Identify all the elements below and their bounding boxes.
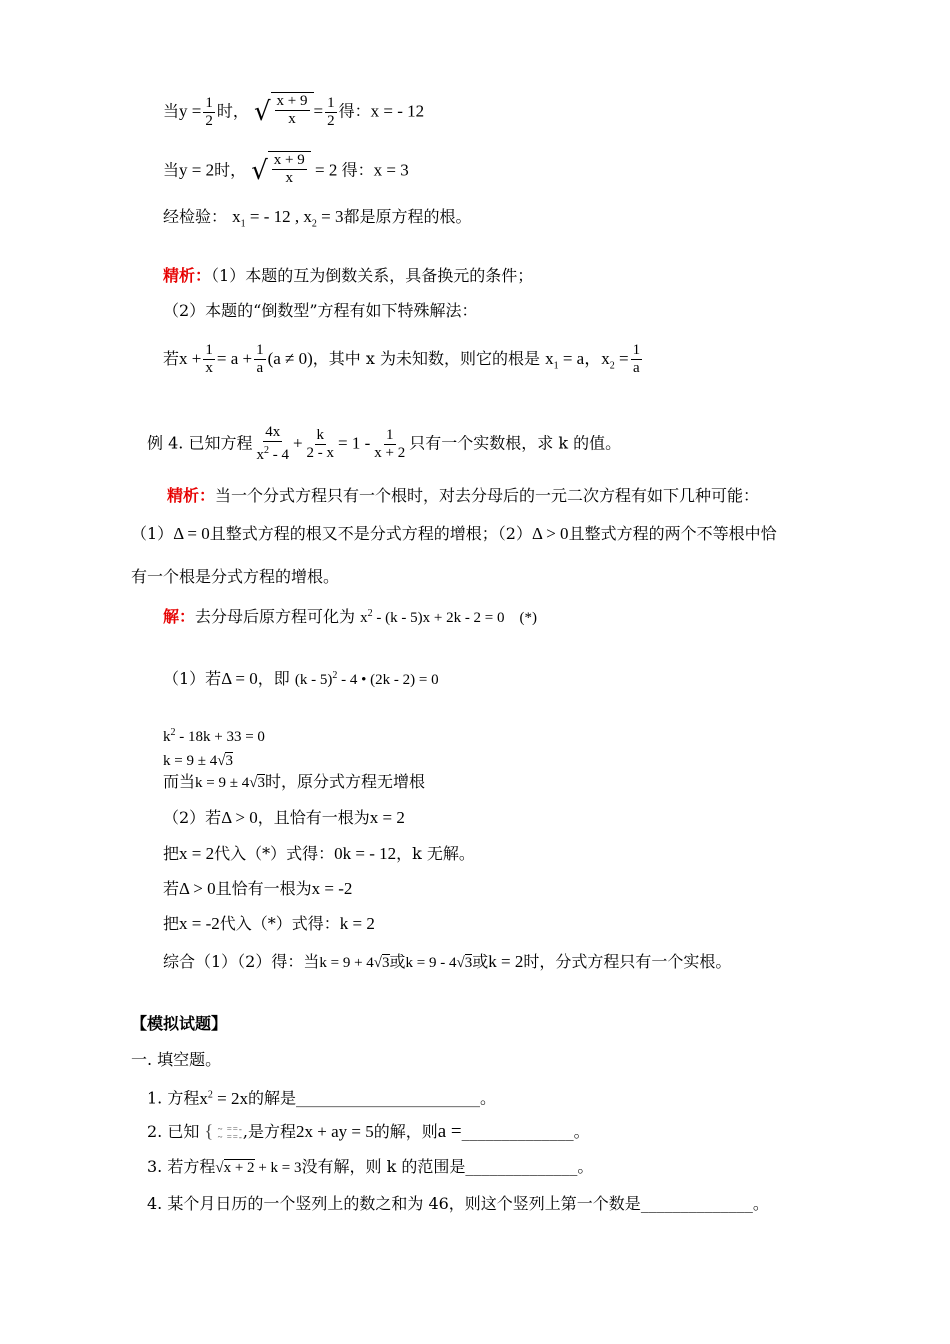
- substitution-2-line: 把x = -2代入（*）式得：k = 2: [163, 914, 375, 933]
- case-y-half-line: 当y = $\frac{1}{2}$ 时， √ $\frac{x + 9}{x}$ = $\frac{1}{2}$ 得：x = - 12: [163, 92, 424, 132]
- final-conclusion: 综合（1）（2）得：当k = 9 + 4√3或k = 9 - 4√3或k = 2时，分式方程只有一个实根。: [163, 952, 732, 971]
- text: 只有一个实数根，求 k 的值。: [409, 433, 622, 453]
- text: 4. 某个月日历的一个竖列上的数之和为 46，则这个竖列上第一个数是: [147, 1194, 641, 1213]
- text: 。: [577, 1157, 594, 1176]
- question-2: 2. 已知 { ~ ==- ~ ==- ,是方程2x + ay = 5的解，则a =______________。: [147, 1121, 590, 1142]
- analysis-line-2: [163, 301, 478, 321]
- text: 1. 方程: [147, 1088, 200, 1108]
- section-heading: 【模拟试题】: [131, 1014, 228, 1033]
- text: ，其中 x 为未知数，则它的根是: [312, 349, 540, 368]
- text: 若: [163, 349, 180, 368]
- text: 去分母后原方程可化为: [195, 607, 356, 626]
- text: 时，: [216, 101, 249, 121]
- analysis-line-1: [163, 266, 533, 286]
- answer-blank[interactable]: _______________________: [295, 1088, 480, 1108]
- text: 把: [163, 914, 180, 933]
- text: 当: [163, 160, 180, 180]
- example4-analysis-2: （1）Δ = 0且整式方程的根又不是分式方程的增根；（2）Δ > 0且整式方程的两个不等根中恰: [131, 524, 777, 543]
- analysis-tag: 精析：: [163, 266, 212, 285]
- question-1: 1. 方程$x^2 = 2x$的解是_______________________。: [147, 1088, 496, 1108]
- question-4: [147, 1194, 769, 1214]
- text: 代入（*）式得：: [214, 844, 335, 863]
- text: 代入（*）式得：: [219, 914, 340, 933]
- text: （1）若: [163, 669, 222, 688]
- result: x = - 12: [370, 101, 425, 121]
- text: 。: [573, 1122, 590, 1141]
- text: 时，: [214, 160, 247, 180]
- k-value-line: k = 9 ± 4√3: [163, 753, 233, 769]
- text: 得：: [341, 160, 374, 180]
- text: 例 4. 已知方程: [147, 433, 253, 453]
- text: （1）本题的互为倒数关系，具备换元的条件；: [211, 266, 534, 285]
- answer-blank[interactable]: ______________: [465, 1157, 578, 1176]
- text: 3. 若方程: [147, 1157, 216, 1176]
- text: 是方程: [247, 1122, 296, 1141]
- subsection-heading: 一. 填空题。: [131, 1050, 222, 1069]
- answer-blank[interactable]: ______________: [461, 1122, 574, 1141]
- text: 当: [163, 101, 180, 121]
- reciprocal-rule-line: 若x + $\frac{1}{x}$ = a + $\frac{1}{a}$ (a ≠ 0)，其中 x 为未知数，则它的根是 $x_1 = a$，$x_2$ = $\frac{1}{a}$: [163, 342, 641, 376]
- case2-line: （2）若Δ > 0，且恰有一根为x = 2: [163, 808, 405, 827]
- case3-line: 若Δ > 0且恰有一根为x = -2: [163, 879, 353, 898]
- text: 。: [479, 1088, 496, 1108]
- text: 且恰有一根为: [215, 879, 312, 898]
- text: 得：: [338, 101, 371, 121]
- fraction: $\frac{1}{2}$: [205, 94, 213, 129]
- case1-conclusion: 而当k = 9 ± 4√3时，原分式方程无增根: [163, 772, 425, 791]
- text: 综合（1）（2）得：当: [163, 952, 320, 971]
- text: （1）: [131, 524, 174, 543]
- text: ，且恰有一根为: [257, 808, 370, 827]
- text: 时，分式方程只有一个实根。: [523, 952, 732, 971]
- text: 都是原方程的根。: [343, 207, 472, 226]
- result: x = 3: [373, 160, 409, 180]
- text: 当一个分式方程只有一个根时，对去分母后的一元二次方程有如下几种可能：: [215, 486, 760, 505]
- text: 且整式方程的根又不是分式方程的增根；（2）: [209, 524, 532, 543]
- text: （2）若: [163, 808, 222, 827]
- solution-tag: 解：: [163, 607, 196, 626]
- text: 。: [752, 1194, 769, 1213]
- text: 2. 已知: [147, 1122, 200, 1141]
- system-brace: { ~ ==- ~ ==-: [204, 1121, 243, 1142]
- solution-line: 解：去分母后原方程可化为 $x^2 - (k - 5)x + 2k - 2 = 0$ (*): [163, 607, 538, 626]
- text: 把: [163, 844, 180, 863]
- answer-blank[interactable]: ______________: [640, 1194, 753, 1213]
- text: 时，原分式方程无增根: [264, 772, 425, 791]
- analysis-tag: 精析：: [167, 486, 216, 505]
- sqrt-formula: √ $\frac{x + 9}{x}$: [251, 151, 311, 191]
- text: 或: [389, 952, 406, 971]
- question-3: 3. 若方程√x + 2 + k = 3没有解，则 k 的范围是______________。: [147, 1157, 594, 1176]
- case1-line: （1）若Δ = 0，即 (k - 5)$^2$ - 4 • (2k - 2) = 0: [163, 669, 439, 688]
- sqrt-formula: √ $\frac{x + 9}{x}$: [254, 92, 314, 132]
- text: 且整式方程的两个不等根中恰: [568, 524, 777, 543]
- text: 若: [163, 879, 180, 898]
- text: 而当: [163, 772, 196, 791]
- substitution-1-line: 把x = 2代入（*）式得：0k = - 12，k 无解。: [163, 844, 475, 863]
- text: ，即: [257, 669, 290, 688]
- text: 经检验：: [163, 207, 228, 226]
- text: （2）本题的“倒数型”方程有如下特殊解法：: [163, 301, 478, 320]
- case-y-two-line: 当y = 2时， √ $\frac{x + 9}{x}$ = 2 得：x = 3: [163, 151, 409, 191]
- example4-analysis-3: [131, 567, 339, 587]
- text: 的解是: [247, 1088, 296, 1108]
- formula: y =: [179, 101, 202, 121]
- text: 有一个根是分式方程的增根。: [131, 567, 340, 586]
- text: 或: [472, 952, 489, 971]
- text: 没有解，则 k 的范围是: [301, 1157, 466, 1176]
- quadratic-k-line: $k^2 - 18k + 33 = 0$: [163, 727, 265, 745]
- verification-line: 经检验： $x_1$ = - 12 , $x_2 = 3$都是原方程的根。: [163, 207, 472, 230]
- example4-analysis-1: [167, 486, 759, 506]
- example4-statement: 例 4. 已知方程 $\frac{4x}{x^2 - 4}$ + $\frac{k}{2 - x}$ = 1 - $\frac{1}{x + 2}$ 只有一个实数根，求 k 的值。: [147, 424, 622, 463]
- text: ，k 无解。: [396, 844, 475, 863]
- text: 的解，则: [373, 1122, 438, 1141]
